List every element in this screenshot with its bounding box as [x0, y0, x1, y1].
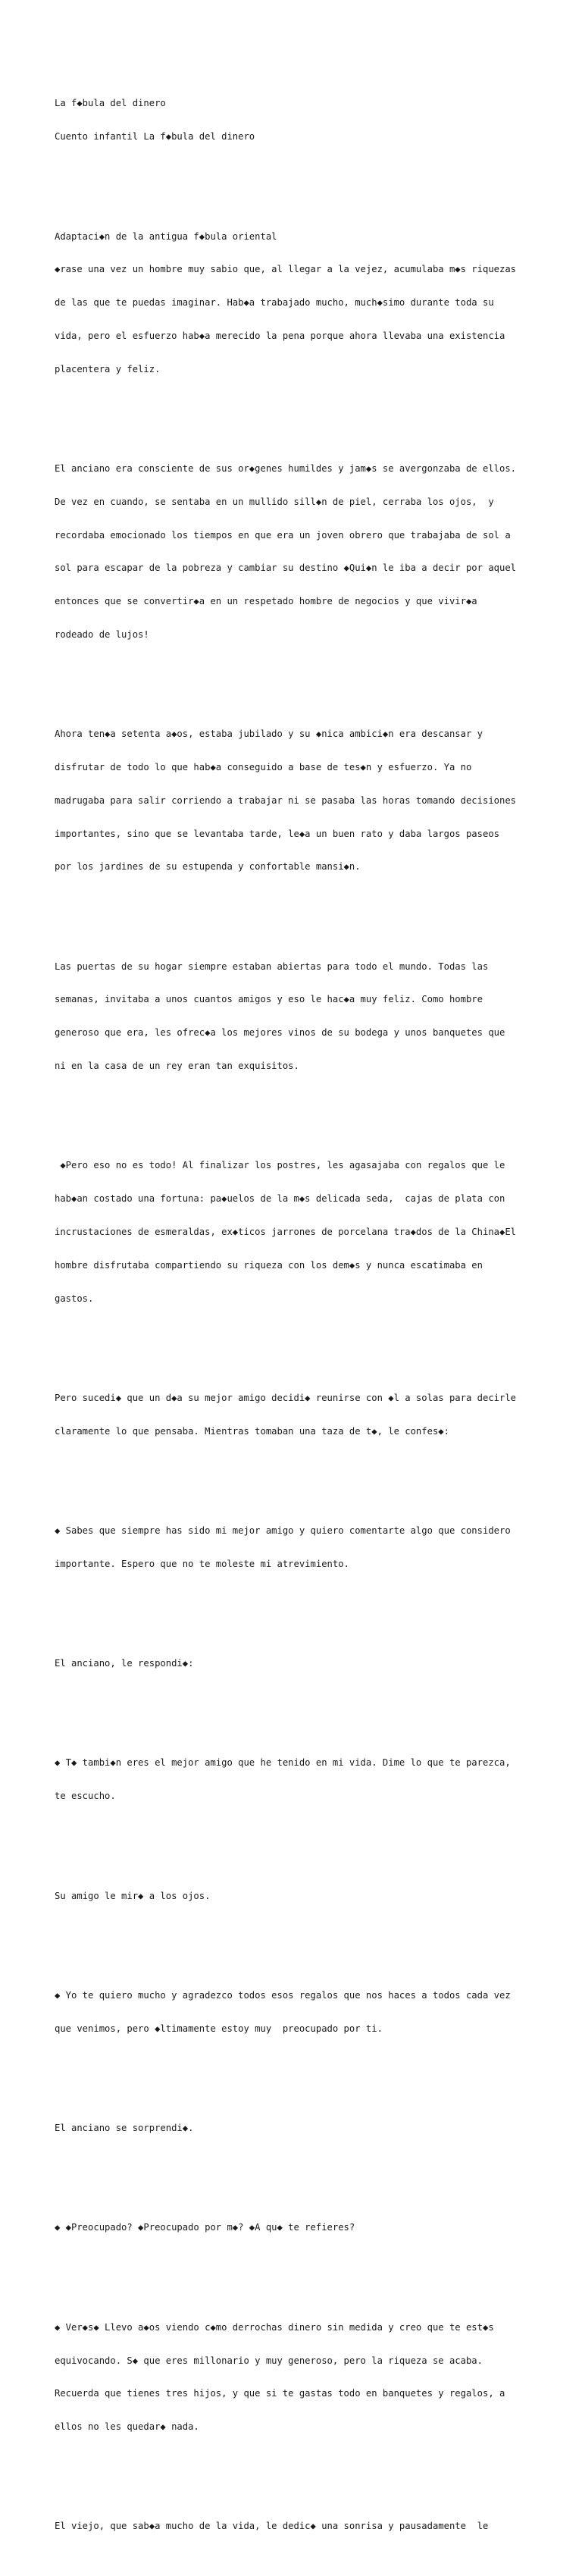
paragraph-12: [55, 2101, 540, 2156]
paragraph-line: ◆ T◆ tambi◆n eres el mejor amigo que he tenido en mi vida. Dime lo que te parezca,: [55, 1757, 511, 1769]
paragraph-10: [55, 1868, 540, 1923]
paragraph-line: Las puertas de su hogar siempre estaban abiertas para todo el mundo. Todas las: [55, 961, 489, 972]
document-page: [55, 54, 540, 2576]
paragraph-line: Adaptaci◆n de la antigua f◆bula oriental: [55, 230, 277, 242]
paragraph-7: [55, 1503, 540, 1592]
paragraph-line: recordaba emocionado los tiempos en que era un joven obrero que trabajaba de sol a: [55, 529, 511, 541]
paragraph-line: disfrutar de todo lo que hab◆a conseguido a base de tes◆n y esfuerzo. Ya no: [55, 762, 472, 772]
paragraph-line: incrustaciones de esmeraldas, ex◆ticos jarrones de porcelana tra◆dos de la China◆El: [55, 1226, 517, 1237]
paragraph-11: [55, 1968, 540, 2057]
paragraph-5: [55, 1138, 540, 1326]
paragraph-line: gastos.: [55, 1293, 94, 1304]
paragraph-line: de las que te puedas imaginar. Hab◆a trabajado mucho, much◆simo durante toda su: [55, 297, 494, 309]
paragraph-1: [55, 208, 540, 396]
paragraph-line: Recuerda que tienes tres hijos, y que si te gastas todo en banquetes y regalos, a: [55, 2388, 505, 2399]
paragraph-line: vida, pero el esfuerzo hab◆a merecido la pena porque ahora llevaba una existencia: [55, 330, 505, 341]
paragraph-line: ◆ Ver◆s◆ Llevo a◆os viendo c◆mo derrochas dinero sin medida y creo que te est◆s: [55, 2321, 494, 2333]
paragraph-line: El anciano, le respondi◆:: [55, 1658, 194, 1669]
paragraph-2: [55, 441, 540, 663]
paragraph-3: [55, 707, 540, 895]
paragraph-line: Su amigo le mir◆ a los ojos.: [55, 1890, 211, 1901]
paragraph-line: ◆Pero eso no es todo! Al finalizar los postres, les agasajaba con regalos que le: [55, 1160, 505, 1171]
paragraph-13: [55, 2200, 540, 2255]
paragraph-line: importante. Espero que no te moleste mi atrevimiento.: [55, 1558, 349, 1569]
paragraph-9: [55, 1735, 540, 1824]
paragraph-line: hombre disfrutaba compartiendo su riqueza con los dem◆s y nunca escatimaba en: [55, 1259, 483, 1271]
paragraph-line: que venimos, pero ◆ltimamente estoy muy preocupado por ti.: [55, 2023, 383, 2034]
paragraph-8: [55, 1636, 540, 1691]
paragraph-line: ellos no les quedar◆ nada.: [55, 2421, 199, 2433]
paragraph-line: sol para escapar de la pobreza y cambiar su destino ◆Qui◆n le iba a decir por aquel: [55, 563, 517, 574]
paragraph-line: madrugaba para salir corriendo a trabajar ni se pasaba las horas tomando decisiones: [55, 794, 517, 806]
paragraph-line: ◆rase una vez un hombre muy sabio que, al llegar a la vejez, acumulaba m◆s riquezas: [55, 264, 517, 275]
paragraph-line: Ahora ten◆a setenta a◆os, estaba jubilado y su ◆nica ambici◆n era descansar y: [55, 729, 483, 740]
paragraph-line: hab◆an costado una fortuna: pa◆uelos de la m◆s delicada seda, cajas de plata con: [55, 1193, 505, 1205]
paragraph-15: [55, 2499, 540, 2554]
paragraph-line: Pero sucedi◆ que un d◆a su mejor amigo decidi◆ reunirse con ◆l a solas para decirle: [55, 1392, 517, 1403]
paragraph-line: rodeado de lujos!: [55, 628, 149, 640]
paragraph-line: por los jardines de su estupenda y confortable mansi◆n.: [55, 861, 361, 873]
paragraph-line: entonces que se convertir◆a en un respetado hombre de negocios y que vivir◆a: [55, 596, 477, 607]
paragraph-line: equivocando. S◆ que eres millonario y muy generoso, pero la riqueza se acaba.: [55, 2355, 483, 2366]
document-title-block: [55, 76, 540, 165]
paragraph-line: importantes, sino que se levantaba tarde, le◆a un buen rato y daba largos paseos: [55, 828, 499, 839]
paragraph-14: [55, 2300, 540, 2455]
document-title: La f◆bula del dinero: [55, 98, 166, 109]
paragraph-line: El anciano era consciente de sus or◆genes humildes y jam◆s se avergonzaba de ellos.: [55, 462, 517, 474]
paragraph-line: ◆ Sabes que siempre has sido mi mejor amigo y quiero comentarte algo que considero: [55, 1525, 511, 1536]
paragraph-6: [55, 1371, 540, 1459]
paragraph-line: ◆ ◆Preocupado? ◆Preocupado por m◆? ◆A qu◆ te refieres?: [55, 2222, 355, 2233]
paragraph-4: [55, 939, 540, 1094]
paragraph-line: claramente lo que pensaba. Mientras tomaban una taza de t◆, le confes◆:: [55, 1425, 449, 1437]
paragraph-line: semanas, invitaba a unos cuantos amigos y eso le hac◆a muy feliz. Como hombre: [55, 994, 483, 1005]
paragraph-line: placentera y feliz.: [55, 363, 161, 374]
paragraph-line: ni en la casa de un rey eran tan exquisitos.: [55, 1061, 299, 1072]
paragraph-line: generoso que era, les ofrec◆a los mejores vinos de su bodega y unos banquetes que: [55, 1027, 505, 1039]
paragraph-line: De vez en cuando, se sentaba en un mullido sill◆n de piel, cerraba los ojos, y: [55, 496, 494, 507]
paragraph-line: El anciano se sorprendi◆.: [55, 2123, 194, 2134]
paragraph-line: ◆ Yo te quiero mucho y agradezco todos esos regalos que nos haces a todos cada vez: [55, 1989, 511, 2001]
paragraph-line: El viejo, que sab◆a mucho de la vida, le dedic◆ una sonrisa y pausadamente le: [55, 2521, 489, 2532]
document-subtitle: Cuento infantil La f◆bula del dinero: [55, 131, 255, 143]
paragraph-line: te escucho.: [55, 1791, 116, 1802]
